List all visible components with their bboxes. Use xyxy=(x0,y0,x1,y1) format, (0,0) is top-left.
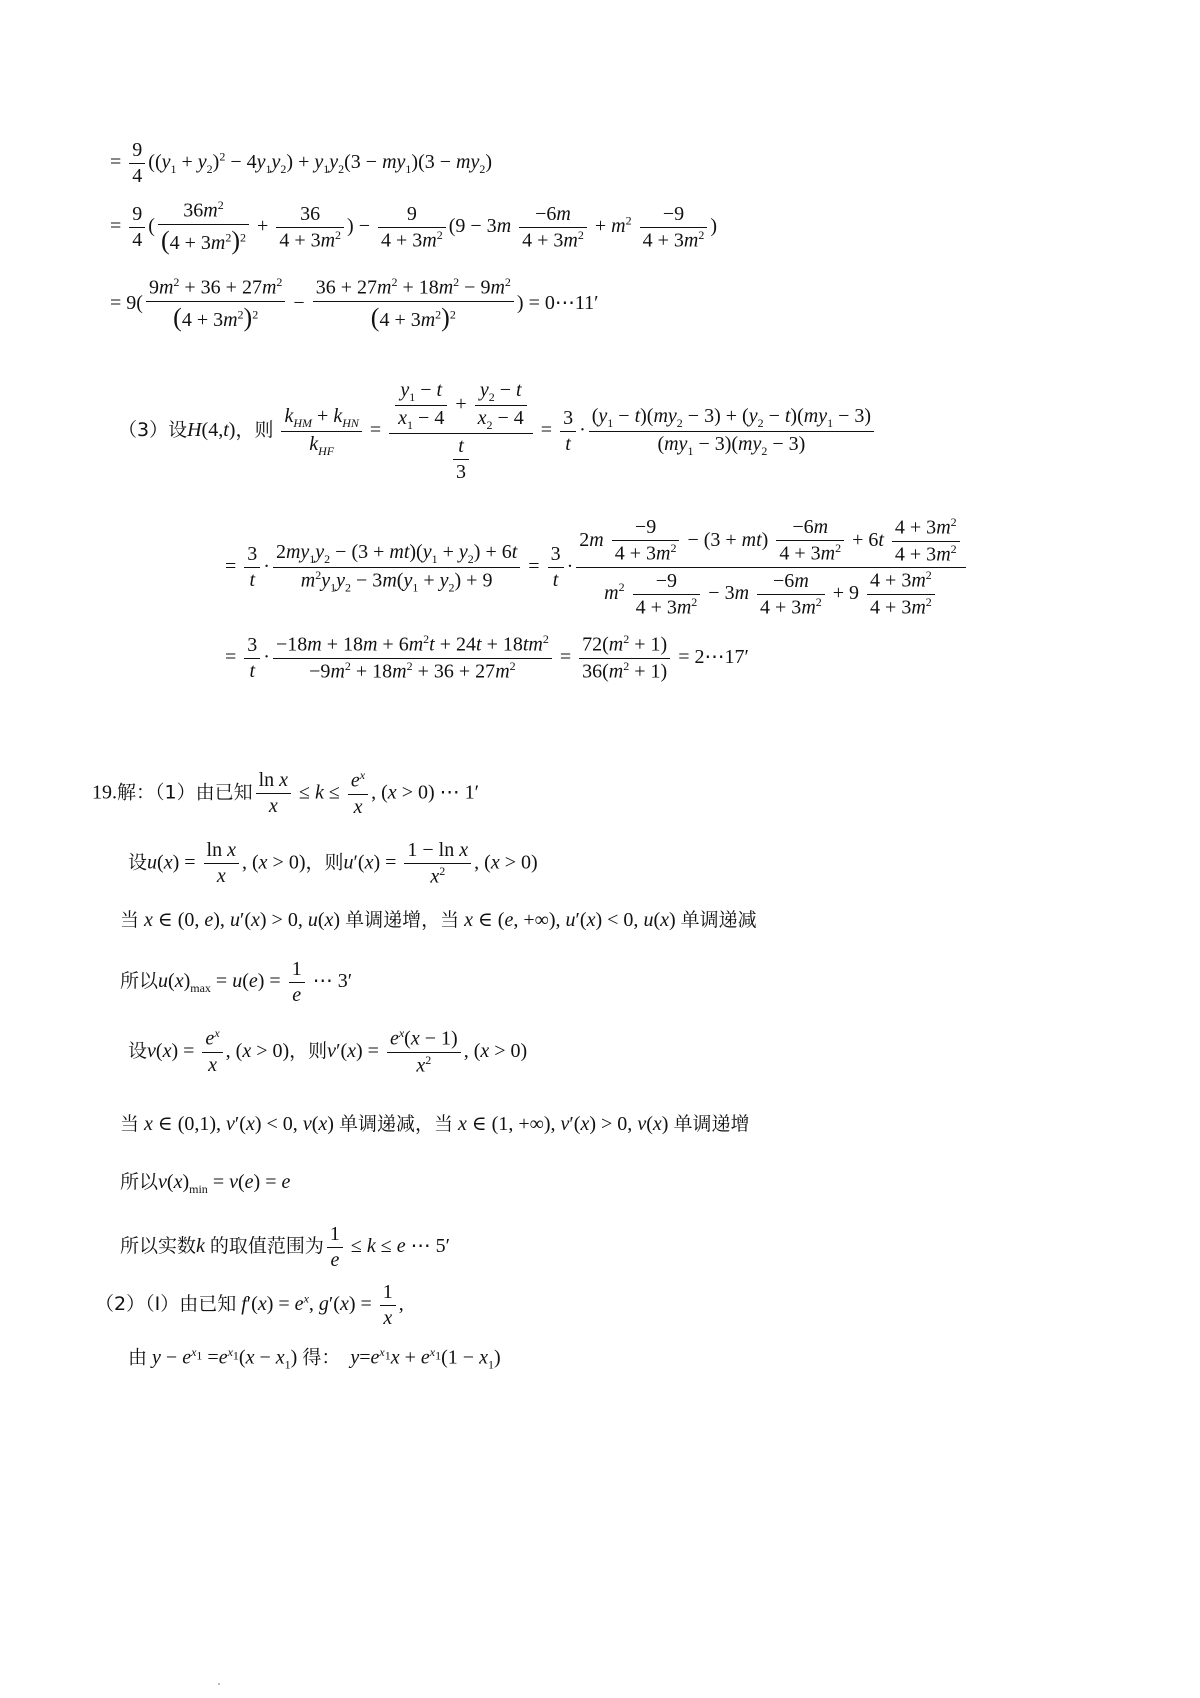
set-u-label: 设 xyxy=(128,851,148,874)
q19-line-7: 所以$v(x)_{min} = v(e) = e$ xyxy=(120,1171,291,1196)
part3-line-1: （3）设H(4,t)，则 $\frac{k_{HM} + k_{HN}}{k_{HF}}$ = $\frac{y_1 - t}{x_1 - 4}$ + $\frac{y_2 - t}{x_2 - 4}$ $\frac{t}{3}$ = $\frac{3}{t}$ · $\frac{(y_1 - t)(my_2 - 3) + (y_2 - t)(my_1 - 3)}{(my_1 - 3)(my_2 - 3)}$ xyxy=(118,378,877,485)
roman-label: （Ⅰ） xyxy=(145,1293,180,1316)
equation-line-1: = $\frac{9}{4}$ $((y_1 + y_2)^2 - 4y_1y_2) + y_1y_2(3 - my_1)(3 - my_2)$ xyxy=(110,139,493,187)
set-v-label: 设 xyxy=(128,1039,148,1062)
q19-line-4: 所以$u(x)_{max} = u(e)$ = $\frac{1}{e}$ ⋯ 3′ xyxy=(120,958,353,1006)
page-mark xyxy=(218,1683,220,1685)
get-label: 得： xyxy=(302,1346,341,1369)
from-label: 由 xyxy=(128,1346,148,1369)
k-symbol: k xyxy=(196,1235,205,1258)
when2-label-2: ，当 xyxy=(414,1113,453,1135)
q19-line-6: 当 x ∈ (0,1), v′(x) < 0, v(x) 单调递减，当 x ∈ (1, +∞), v′(x) > 0, v(x) 单调递增 xyxy=(120,1113,750,1135)
range-text: 的取值范围为 xyxy=(209,1235,324,1258)
q19-line-1: 19.解：（1）由已知 $\frac{\text{ln x}}{x}$ ≤ k ≤ $\frac{e^x}{x}$ , (x > 0) ⋯ 1′ xyxy=(92,768,480,818)
q19-line-5: 设v(x) = $\frac{e^x}{x}$ , (x > 0)，则v′(x) = $\frac{e^x(x - 1)}{x^2}$ , (x > 0) xyxy=(128,1026,528,1077)
decreasing-label: 单调递减 xyxy=(680,909,757,931)
q19-line-9: （2）（Ⅰ）由已知 $f'(x) = e^x$, g′(x) = $\frac{1}{x}$ , xyxy=(95,1281,404,1329)
increasing-label: 单调递增 xyxy=(345,909,422,931)
part3-line-3: = $\frac{3}{t}$ · $\frac{-18m + 18m + 6m^2t + 24t + 18tm^2}{-9m^2 + 18m^2 + 36 + 27m^2}$ = $\frac{72(m^2 + 1)}{36(m^2 + 1)}$ = 2⋯17′ xyxy=(225,632,749,683)
decreasing-label-2: 单调递减 xyxy=(338,1113,415,1135)
equation-line-3: = 9( $\frac{9m^2 + 36 + 27m^2}{(4 + 3m^2)^2}$ − $\frac{36 + 27m^2 + 18m^2 - 9m^2}{(4 + 3m^2)^2}$ ) = 0⋯11′ xyxy=(110,275,598,334)
then-label: ，则 xyxy=(305,851,344,874)
part2-label: （2） xyxy=(95,1293,146,1316)
part3-then: ，则 xyxy=(235,419,274,442)
q19-line-3: 当 x ∈ (0, e), u′(x) > 0, u(x) 单调递增，当 x ∈ (e, +∞), u′(x) < 0, u(x) 单调递减 xyxy=(120,909,757,931)
when2-label: ，当 xyxy=(421,909,460,931)
known-label: 由已知 xyxy=(179,1293,237,1316)
q19-number: 19. xyxy=(92,781,117,804)
when-label: 当 xyxy=(120,909,140,931)
q19-intro: 解：（1）由已知 xyxy=(117,781,253,804)
increasing-label-2: 单调递增 xyxy=(673,1113,750,1135)
then-label-2: ，则 xyxy=(289,1039,328,1062)
part3-line-2: = $\frac{3}{t}$ · $\frac{2my_1y_2 - (3 + mt)(y_1 + y_2) + 6t}{m^2y_1y_2 - 3m(y_1 + y_2) + 9}$ = $\frac{3}{t}$ · 2m $\frac{-9}{4 + 3m^2}$ − (3 + mt) $\frac{-6m}{4 + 3m^2}$ + 6t $\frac{4 + 3m^2}{4 + 3m^2}$ $m^2$ $\frac{-9}{4 + 3m^2}$ − 3m $\frac{-6m}{4 + 3m^2}$ + 9 $\frac{4 + 3m^2}{4 + 3m^2}$ xyxy=(225,515,969,621)
equation-line-2: = $\frac{9}{4}$ ( $\frac{36m^2}{(4 + 3m^2)^2}$ + $\frac{36}{4 + 3m^2}$ ) − $\frac{9}{4 + 3m^2}$ (9 − 3m $\frac{-6m}{4 + 3m^2}$ + $m^2$ $\frac{-9}{4 + 3m^2}$ ) xyxy=(110,198,717,257)
q19-line-10: 由 $y - e^{x_1} =e^{x_1}(x - x_1)$ 得： $y=e^{x_1}x + e^{x_1}(1 - x_1)$ xyxy=(128,1345,501,1372)
q19-line-8: 所以实数k 的取值范围为 $\frac{1}{e}$ ≤ k ≤ e ⋯ 5′ xyxy=(120,1223,451,1271)
so-label: 所以 xyxy=(120,970,159,993)
when-label-2: 当 xyxy=(120,1113,140,1135)
part3-label: （3）设 xyxy=(118,419,188,442)
q19-line-2: 设u(x) = $\frac{\text{ln x}}{x}$ , (x > 0)，则u′(x) = $\frac{\text{1 − ln x}}{x^2}$ , (x > 0) xyxy=(128,839,538,888)
range-label: 所以实数 xyxy=(120,1235,197,1258)
so-label-2: 所以 xyxy=(120,1171,159,1193)
